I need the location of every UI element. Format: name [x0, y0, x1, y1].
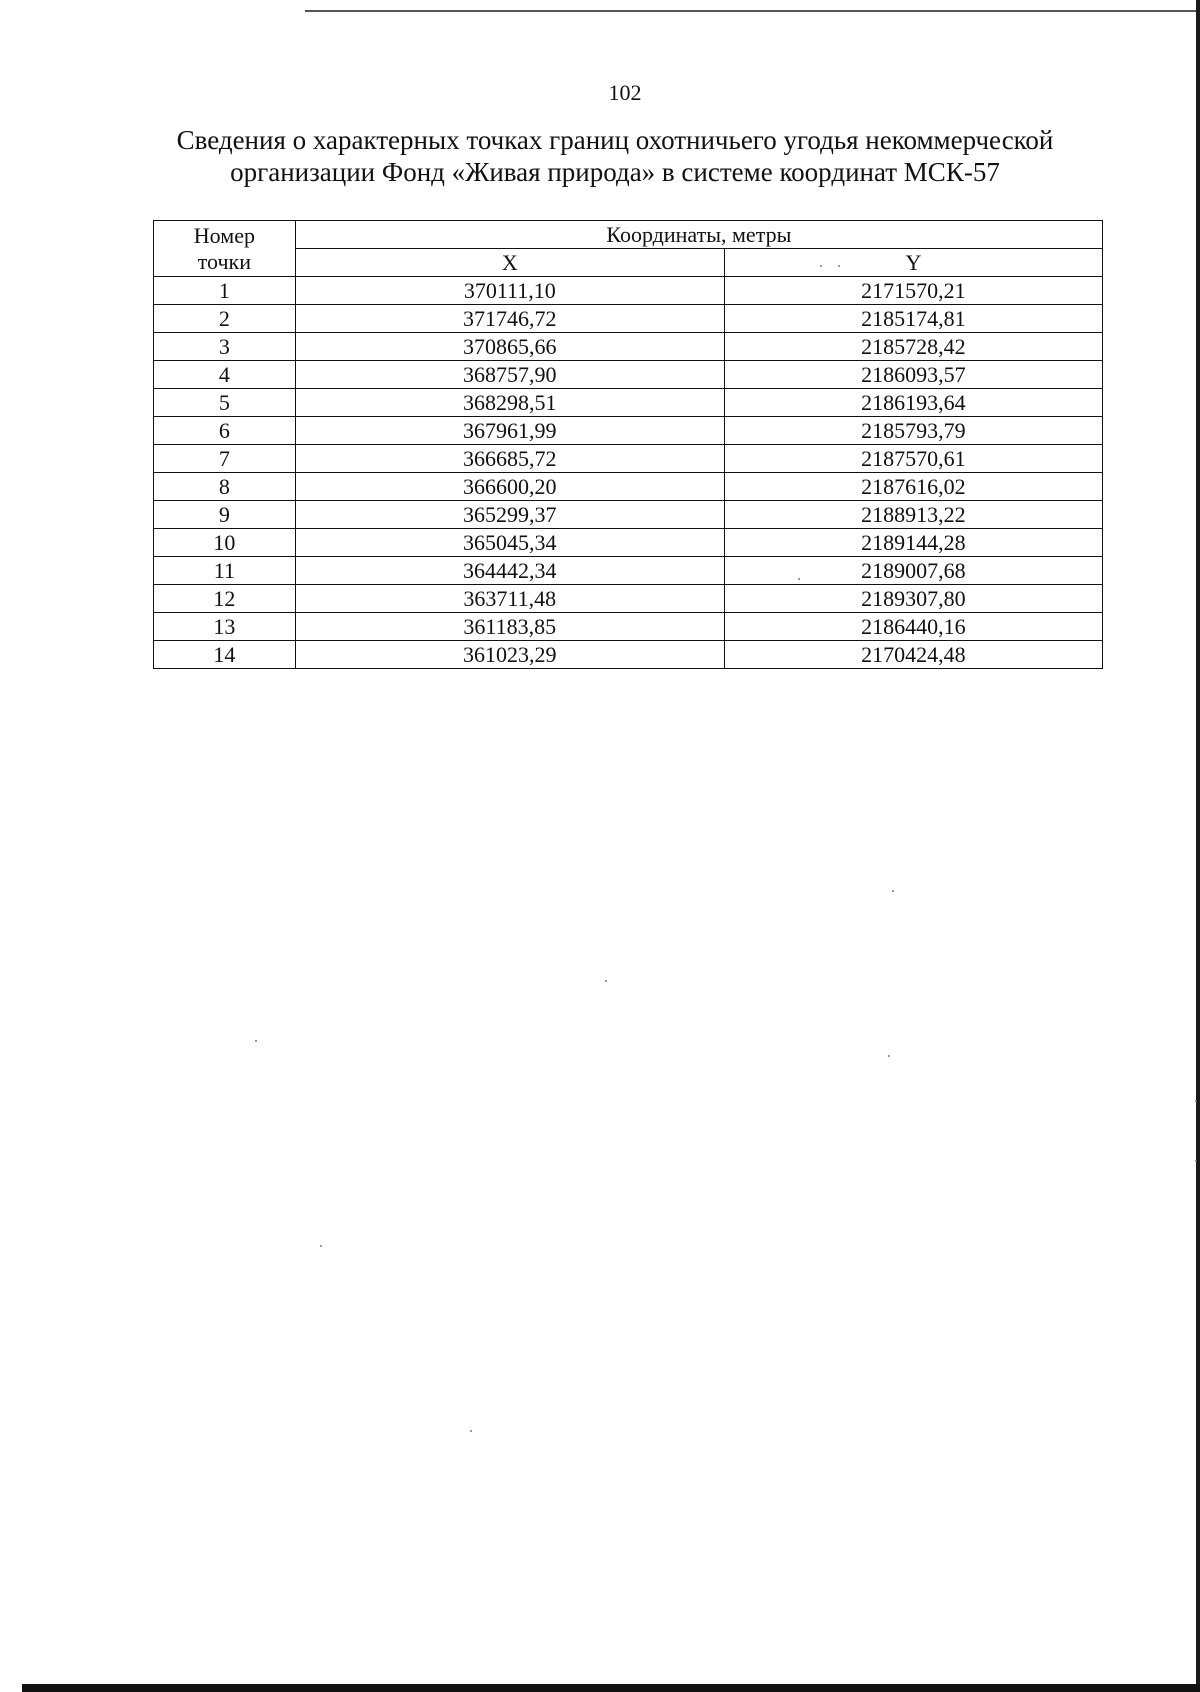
scan-speck — [320, 1245, 322, 1247]
scan-speck — [892, 890, 894, 892]
scan-speck — [838, 265, 840, 267]
x-coordinate-cell: 371746,72 — [295, 305, 724, 333]
scan-top-border — [305, 10, 1200, 12]
point-number-cell: 13 — [154, 613, 296, 641]
scan-speck — [1195, 1160, 1197, 1162]
table-row — [154, 557, 1103, 585]
point-number-cell: 5 — [154, 389, 296, 417]
table-row — [154, 641, 1103, 669]
point-number-header — [154, 221, 296, 277]
x-coordinate-cell: 370865,66 — [295, 333, 724, 361]
x-coordinate-cell: 368757,90 — [295, 361, 724, 389]
y-coordinate-cell: 2186093,57 — [724, 361, 1102, 389]
table-row — [154, 501, 1103, 529]
point-number-cell: 3 — [154, 333, 296, 361]
point-number-cell: 11 — [154, 557, 296, 585]
coordinates-header: Координаты, метры — [295, 221, 1102, 249]
page-number: 102 — [608, 80, 642, 105]
y-coordinate-cell: 2187570,61 — [724, 445, 1102, 473]
x-coordinate-cell: 365299,37 — [295, 501, 724, 529]
point-number-header-line-1: Номер — [193, 222, 255, 248]
point-number-cell: 1 — [154, 277, 296, 305]
table-row — [154, 389, 1103, 417]
y-coordinate-cell: 2185728,42 — [724, 333, 1102, 361]
scan-speck — [605, 980, 607, 982]
point-number-header-line-2: точки — [197, 248, 252, 274]
point-number-cell: 4 — [154, 361, 296, 389]
x-coordinate-cell: 361023,29 — [295, 641, 724, 669]
scan-speck — [798, 578, 800, 580]
y-coordinate-cell: 2186193,64 — [724, 389, 1102, 417]
x-coordinate-cell: 368298,51 — [295, 389, 724, 417]
y-coordinate-cell: 2170424,48 — [724, 641, 1102, 669]
document-title-line-2: организации Фонд «Живая природа» в системе координат МСК-57 — [230, 157, 1000, 187]
table-header-row — [154, 221, 1103, 249]
scan-bottom-border — [22, 1684, 1200, 1692]
x-coordinate-cell: 363711,48 — [295, 585, 724, 613]
table-row — [154, 613, 1103, 641]
y-coordinate-cell: 2185174,81 — [724, 305, 1102, 333]
scan-right-border — [1196, 0, 1200, 1692]
point-number-cell: 12 — [154, 585, 296, 613]
y-coordinate-cell: 2189007,68 — [724, 557, 1102, 585]
table-row — [154, 277, 1103, 305]
table-row — [154, 417, 1103, 445]
x-coordinate-cell: 364442,34 — [295, 557, 724, 585]
table-row — [154, 585, 1103, 613]
table-row — [154, 333, 1103, 361]
x-coordinate-cell: 370111,10 — [295, 277, 724, 305]
point-number-cell: 6 — [154, 417, 296, 445]
y-coordinate-cell: 2189144,28 — [724, 529, 1102, 557]
table-row — [154, 529, 1103, 557]
y-coordinate-cell: 2189307,80 — [724, 585, 1102, 613]
scan-speck — [1195, 1100, 1197, 1102]
table-row — [154, 305, 1103, 333]
y-coordinate-cell: 2187616,02 — [724, 473, 1102, 501]
x-coordinate-cell: 365045,34 — [295, 529, 724, 557]
scan-speck — [888, 1055, 890, 1057]
table-body — [154, 277, 1103, 669]
x-column-header: X — [295, 249, 724, 277]
point-number-cell: 14 — [154, 641, 296, 669]
point-number-cell: 7 — [154, 445, 296, 473]
x-coordinate-cell: 366685,72 — [295, 445, 724, 473]
point-number-cell: 9 — [154, 501, 296, 529]
table-row — [154, 361, 1103, 389]
point-number-cell: 2 — [154, 305, 296, 333]
x-coordinate-cell: 367961,99 — [295, 417, 724, 445]
document-title-line-1: Сведения о характерных точках границ охотничьего угодья некоммерческой — [176, 125, 1054, 155]
point-number-cell: 8 — [154, 473, 296, 501]
scan-speck — [255, 1040, 257, 1042]
table-row — [154, 445, 1103, 473]
x-coordinate-cell: 361183,85 — [295, 613, 724, 641]
coordinates-table — [153, 220, 1103, 669]
y-coordinate-cell: 2171570,21 — [724, 277, 1102, 305]
y-coordinate-cell: 2185793,79 — [724, 417, 1102, 445]
y-coordinate-cell: 2188913,22 — [724, 501, 1102, 529]
table-row — [154, 473, 1103, 501]
document-title — [150, 124, 1080, 188]
table-header — [154, 221, 1103, 277]
y-coordinate-cell: 2186440,16 — [724, 613, 1102, 641]
y-column-header: Y — [724, 249, 1102, 277]
table-subheader-row — [154, 249, 1103, 277]
point-number-cell: 10 — [154, 529, 296, 557]
x-coordinate-cell: 366600,20 — [295, 473, 724, 501]
scan-speck — [820, 265, 822, 267]
scan-speck — [470, 1430, 472, 1432]
